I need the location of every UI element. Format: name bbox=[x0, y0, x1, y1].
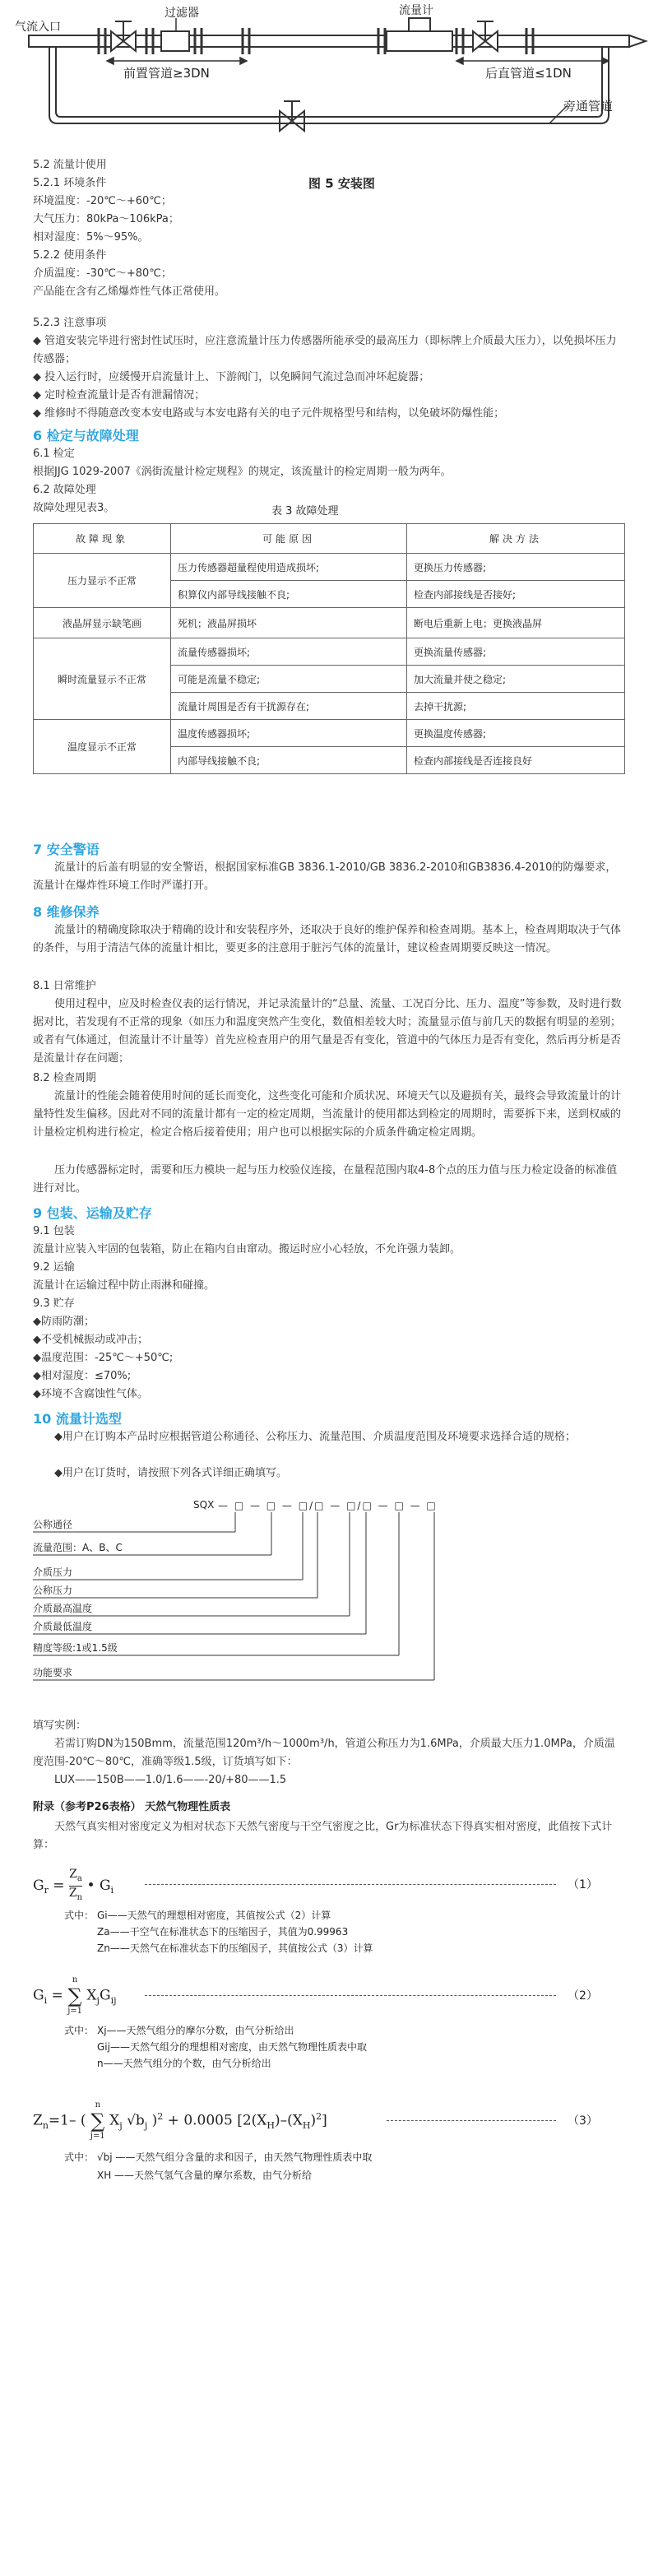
inspection-period-text: 流量计的性能会随着使用时间的延长而变化，这些变化可能和介质状况、环境天气以及避损有关，最终会导致流量计的计量特性发生偏移。因此对不同的流量计都有一定的检定周期，当流量计的使用都达到检定的周期时，需要拆下来，送到权威的计量检定机构进行检定，检定合格后接着使用；用户也可以根据实际的介质条件确定检定周期。 bbox=[33, 1090, 622, 1139]
heading-5-2-3: 5.2.3 注意事项 bbox=[33, 317, 107, 329]
transport-text: 流量计在运输过程中防止雨淋和碰撞。 bbox=[33, 1279, 215, 1292]
header-fix: 解决方法 bbox=[407, 524, 625, 554]
label-max-temp: 介质最高温度 bbox=[33, 1603, 93, 1614]
label-accuracy: 精度等级:1或1.5级 bbox=[33, 1642, 118, 1654]
daily-maintenance-text: 使用过程中，应及时检查仪表的运行情况，并记录流量计的“总量、流量、工况百分比、压力、温度”等参数，及时进行数据对比，若发现有不正常的现象（如压力和温度突然产生变化，数值相差较大时；流量显示值与前几天的数据有明显的差别；或者有气体通过，但流量计不计量等）首先应检查用户的用气量是否有变化，管道中的气体压力是否有变化，然后再分析是否是流量计存在问题； bbox=[33, 998, 622, 1065]
formula-3-note: √bj ——天然气组分含量的求和因子，由天然气物理性质表中取 bbox=[97, 2151, 373, 2163]
storage-item: ◆相对湿度：≤70%; bbox=[33, 1370, 132, 1382]
header-cause: 可能原因 bbox=[171, 524, 407, 554]
filter-label: 过滤器 bbox=[164, 7, 199, 20]
example-heading: 填写实例： bbox=[33, 1720, 87, 1732]
storage-item: ◆环境不含腐蚀性气体。 bbox=[33, 1388, 148, 1400]
heading-9-2: 9.2 运输 bbox=[33, 1261, 75, 1274]
formula-2-note: n——天然气组分的个数，由气分析给出 bbox=[97, 2058, 271, 2069]
safety-warning-text: 流量计的后盖有明显的安全警语，根据国家标准GB 3836.1-2010/GB 3836.2-2010和GB3836.4-2010的防爆要求，流量计在爆炸性环境工作时严谨打开。 bbox=[33, 861, 617, 892]
heading-5-2-2: 5.2.2 使用条件 bbox=[33, 249, 107, 262]
section-6-title: 6 检定与故障处理 bbox=[33, 428, 139, 443]
figure-5-caption: 图 5 安装图 bbox=[308, 176, 375, 191]
formula-3-number: （3） bbox=[568, 2114, 598, 2128]
fault-table: 故障现象 可能原因 解决方法 压力显示不正常 压力传感器超量程使用造成损坏; 更换压力传感器; 积算仪内部导线接触不良; 检查内部接线是否接好; 液晶屏显示缺笔画 死机；液晶屏损坏 断电后重新上电；更换液晶屏 瞬时流量显示不正常 流量传感器损坏; 更换流量传感器; 可能是流量不稳定; 加大流量并使之稳定; 流量计周围是否有干扰源存在; 去掉干扰源; 温度显示不正常 温度传感器损坏; 更换温度传感器; 内部导线接触不良; 检查内部接线是否连接良好 bbox=[33, 523, 625, 774]
storage-item: ◆不受机械振动或冲击； bbox=[33, 1334, 148, 1346]
note-startup: ◆ 投入运行时，应缓慢开启流量计上、下游阀门，以免瞬间气流过急而冲坏起旋器； bbox=[33, 371, 430, 383]
formula-1-note: Zn——天然气在标准状态下的压缩因子，其值按公式（3）计算 bbox=[97, 1942, 373, 1954]
note-leak-check: ◆ 定时检查流量计是否有泄漏情况； bbox=[33, 389, 206, 401]
rear-pipe-label: 后直管道≤1DN bbox=[485, 66, 572, 81]
selection-text-1: ◆用户在订购本产品时应根据管道公称通径、公称压力、流量范围、介质温度范围及环境要求选择合适的规格； bbox=[54, 1431, 576, 1443]
fault-table-ref: 故障处理见表3。 bbox=[33, 502, 115, 514]
formula-2-number: （2） bbox=[568, 1989, 598, 2003]
model-prefix: SQX bbox=[193, 1499, 215, 1511]
bypass-pipe bbox=[49, 47, 609, 123]
formula-3-where: 式中： bbox=[64, 2151, 95, 2163]
medium-temperature: 介质温度：-30℃～+80℃； bbox=[33, 267, 172, 280]
section-5-2 bbox=[33, 156, 225, 301]
note-pressure-test: ◆ 管道安装完毕进行密封性试压时，应注意流量计压力传感器所能承受的最高压力（即标牌上介质最大压力），以免损坏压力传感器； bbox=[33, 335, 617, 365]
example-text: 若需订购DN为150Bmm，流量范围120m³/h～1000m³/h，管道公称压力为1.6MPa，介质最大压力1.0MPa，介质温度范围-20℃～80℃，准确等级1.5级，订货填写如下： bbox=[33, 1738, 615, 1768]
model-code-diagram: SQX — □ — □ — □/□ — □/□ — □ — □ 公称通径 流量范围：A、B、C 介质压力 公称压力 介质最高温度 介质最低温度 精度等级:1或1.5级 功能要求 bbox=[33, 1499, 438, 1678]
example-code: LUX——150B——1.0/1.6——-20/+80——1.5 bbox=[54, 1774, 287, 1786]
heading-5-2: 5.2 流量计使用 bbox=[33, 159, 107, 171]
ambient-temperature: 环境温度：-20℃～+60℃； bbox=[33, 195, 172, 207]
table-row: 瞬时流量显示不正常 流量传感器损坏; 更换流量传感器; bbox=[34, 638, 625, 666]
label-medium-pressure: 介质压力 bbox=[33, 1566, 73, 1578]
formula-2-where: 式中： bbox=[64, 2025, 95, 2036]
heading-6-2: 6.2 故障处理 bbox=[33, 484, 96, 496]
appendix-intro: 天然气真实相对密度定义为相对状态下天然气密度与干空气密度之比，Gr为标准状态下得真实相对密度，此值按下式计算： bbox=[33, 1821, 613, 1851]
formula-1-note: Gi——天然气的理想相对密度，其值按公式（2）计算 bbox=[97, 1910, 331, 1921]
label-nominal-pressure: 公称压力 bbox=[33, 1585, 73, 1596]
formula-2-note: Gij——天然气组分的理想相对密度，由天然气物理性质表中取 bbox=[97, 2041, 367, 2053]
pressure-calibration-text: 压力传感器标定时，需要和压力模块一起与压力校验仪连接，在量程范围内取4-8个点的压力值与压力检定设备的标准值进行对比。 bbox=[33, 1164, 618, 1195]
ambient-pressure: 大气压力：80kPa～106kPa； bbox=[33, 213, 179, 225]
heading-9-1: 9.1 包装 bbox=[33, 1225, 75, 1237]
formula-1-note: Za——干空气在标准状态下的压缩因子，其值为0.99963 bbox=[97, 1926, 349, 1938]
heading-9-3: 9.3 贮存 bbox=[33, 1297, 75, 1310]
flowmeter-label: 流量计 bbox=[399, 4, 433, 17]
section-9-title: 9 包装、运输及贮存 bbox=[33, 1205, 152, 1221]
maintenance-intro: 流量计的精确度除取决于精确的设计和安装程序外，还取决于良好的维护保养和检查周期。基本上，检查周期取决于气体的条件，与用于清洁气体的流量计相比，要更多的注意用于脏污气体的流量计，建议检查周期要反映这一情况。 bbox=[33, 924, 622, 954]
bypass-label: 旁通管道 bbox=[563, 99, 614, 114]
heading-8-2: 8.2 检查周期 bbox=[33, 1072, 96, 1084]
label-function: 功能要求 bbox=[33, 1667, 73, 1678]
appendix-heading: 附录（参考P26表格） 天然气物理性质表 bbox=[33, 1801, 231, 1813]
note-explosion-proof: ◆ 维修时不得随意改变本安电路或与本安电路有关的电子元件规格型号和结构，以免破坏防爆性能； bbox=[33, 407, 505, 420]
formula-1-number: （1） bbox=[568, 1878, 598, 1891]
section-10-title: 10 流量计选型 bbox=[33, 1411, 122, 1427]
filter-body bbox=[161, 31, 189, 51]
table-row: 液晶屏显示缺笔画 死机；液晶屏损坏 断电后重新上电；更换液晶屏 bbox=[34, 608, 625, 638]
verification-text: 根据JJG 1029-2007《涡街流量计检定规程》的规定，该流量计的检定周期一般为两年。 bbox=[33, 466, 452, 478]
ethylene-note: 产品能在含有乙烯爆炸性气体正常使用。 bbox=[33, 285, 226, 298]
heading-6-1: 6.1 检定 bbox=[33, 448, 75, 460]
storage-item: ◆温度范围：-25℃～+50℃; bbox=[33, 1352, 174, 1364]
label-nominal-diameter: 公称通径 bbox=[33, 1519, 73, 1530]
table-3-caption: 表 3 故障处理 bbox=[271, 505, 339, 518]
formula-1: $G_r$ = $\frac{Z_a}{Z_n}$ • $G_i$ bbox=[33, 1868, 114, 1902]
heading-5-2-1: 5.2.1 环境条件 bbox=[33, 177, 107, 189]
storage-item: ◆防雨防潮； bbox=[33, 1316, 95, 1328]
table-row: 温度显示不正常 温度传感器损坏; 更换温度传感器; bbox=[34, 720, 625, 747]
formula-2: $G_i$ = n ∑ j=1 $X_jG_{ij}$ bbox=[33, 1975, 117, 2016]
heading-8-1: 8.1 日常维护 bbox=[33, 980, 96, 992]
table-row: 压力显示不正常 压力传感器超量程使用造成损坏; 更换压力传感器; bbox=[34, 554, 625, 581]
label-flow-range: 流量范围：A、B、C bbox=[33, 1542, 123, 1553]
installation-diagram bbox=[0, 0, 658, 144]
selection-text-2: ◆用户在订货时，请按照下列各式详细正确填写。 bbox=[54, 1467, 287, 1479]
relative-humidity: 相对湿度：5%～95%。 bbox=[33, 231, 149, 244]
header-phenomenon: 故障现象 bbox=[34, 524, 171, 554]
section-7-title: 7 安全警语 bbox=[33, 842, 100, 857]
inlet-label: 气流入口 bbox=[15, 21, 61, 34]
formula-2-note: Xj——天然气组分的摩尔分数，由气分析给出 bbox=[97, 2025, 294, 2036]
flowmeter-body bbox=[387, 31, 452, 51]
formula-3: $Z_n=1-$ ( n ∑ j=1 $X_j$ $√b_j$ )$^2$ + 0.0005 $[2(X_H)-(X_H)^2]$ bbox=[33, 2100, 327, 2141]
formula-1-where: 式中： bbox=[64, 1910, 95, 1921]
formula-3-note: XH ——天然气氢气含量的摩尔系数，由气分析给 bbox=[97, 2170, 313, 2181]
front-pipe-label: 前置管道≥3DN bbox=[123, 66, 210, 81]
section-8-title: 8 维修保养 bbox=[33, 904, 100, 920]
label-min-temp: 介质最低温度 bbox=[33, 1621, 93, 1632]
packaging-text: 流量计应装入牢固的包装箱，防止在箱内自由窜动。搬运时应小心轻放，不允许强力装卸。 bbox=[33, 1243, 461, 1256]
